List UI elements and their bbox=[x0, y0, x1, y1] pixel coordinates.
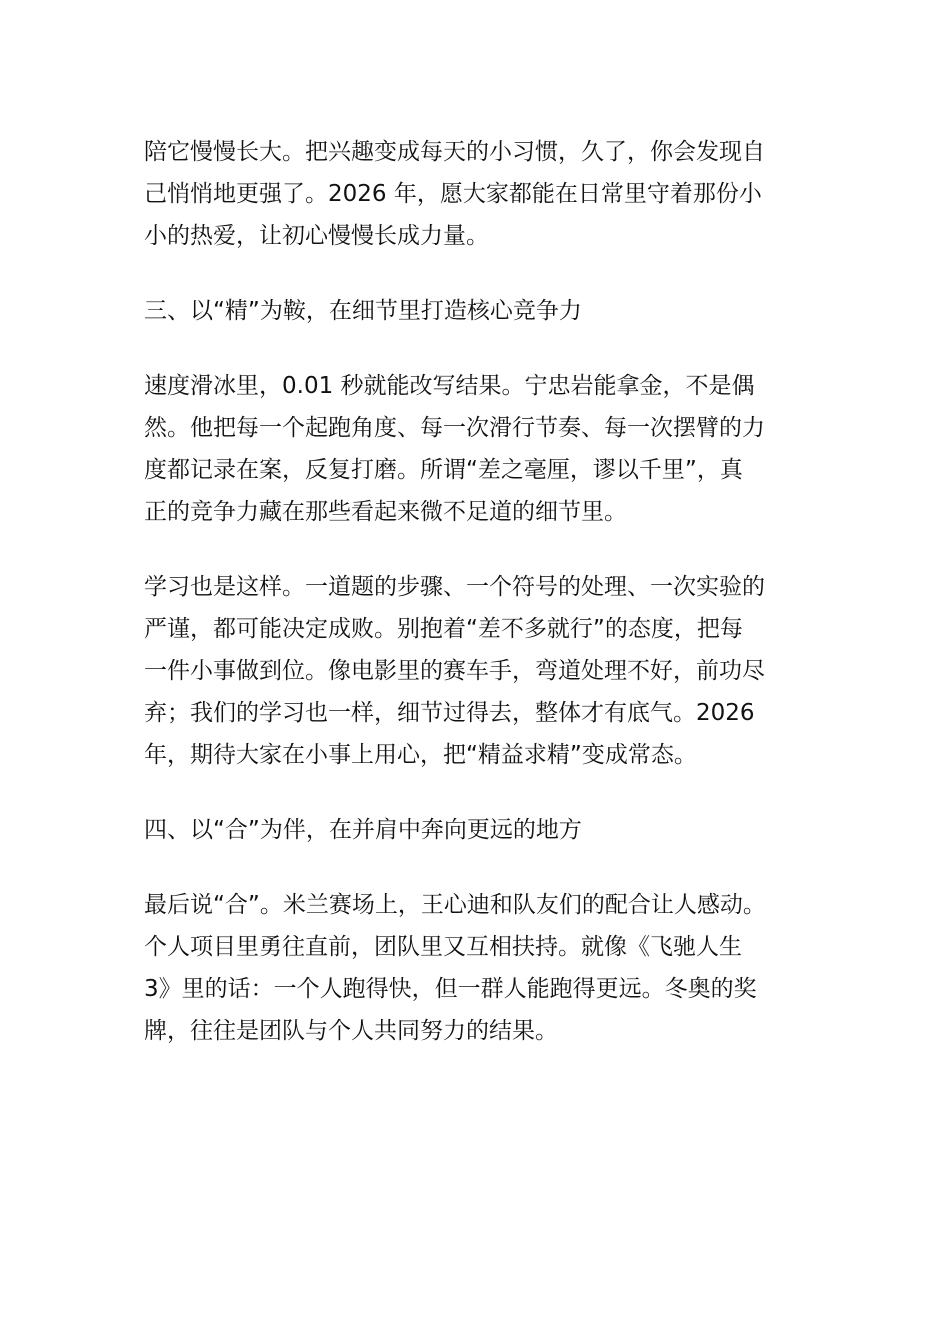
paragraph bbox=[144, 365, 824, 533]
heading-text: 四、以“合”为伴，在并肩中奔向更远的地方 bbox=[144, 817, 582, 843]
section-heading bbox=[144, 809, 824, 851]
text-line: 牌，往往是团队与个人共同努力的结果。 bbox=[144, 1018, 558, 1044]
text-line: 度都记录在案，反复打磨。所谓“差之毫厘，谬以千里”，真 bbox=[144, 457, 743, 483]
paragraph bbox=[144, 566, 824, 776]
text-line: 小的热爱，让初心慢慢长成力量。 bbox=[144, 223, 489, 249]
text-line: 正的竞争力藏在那些看起来微不足道的细节里。 bbox=[144, 499, 627, 525]
text-line: 一件小事做到位。像电影里的赛车手，弯道处理不好，前功尽 bbox=[144, 658, 765, 684]
text-line: 学习也是这样。一道题的步骤、一个符号的处理、一次实验的 bbox=[144, 574, 765, 600]
text-line: 严谨，都可能决定成败。别抱着“差不多就行”的态度，把每 bbox=[144, 616, 743, 642]
text-line: 速度滑冰里，0.01 秒就能改写结果。宁忠岩能拿金，不是偶 bbox=[144, 373, 755, 399]
text-line: 3》里的话：一个人跑得快，但一群人能跑得更远。冬奥的奖 bbox=[144, 976, 757, 1002]
paragraph bbox=[144, 131, 824, 257]
text-line: 己悄悄地更强了。2026 年，愿大家都能在日常里守着那份小 bbox=[144, 181, 762, 207]
text-line: 个人项目里勇往直前，团队里又互相扶持。就像《飞驰人生 bbox=[144, 934, 742, 960]
text-line: 陪它慢慢长大。把兴趣变成每天的小习惯，久了，你会发现自 bbox=[144, 139, 765, 165]
text-line: 弃；我们的学习也一样，细节过得去，整体才有底气。2026 bbox=[144, 700, 755, 726]
text-line: 然。他把每一个起跑角度、每一次滑行节奏、每一次摆臂的力 bbox=[144, 415, 765, 441]
section-heading bbox=[144, 290, 824, 332]
paragraph bbox=[144, 884, 824, 1052]
text-line: 最后说“合”。米兰赛场上，王心迪和队友们的配合让人感动。 bbox=[144, 892, 766, 918]
heading-text: 三、以“精”为鞍，在细节里打造核心竞争力 bbox=[144, 298, 582, 324]
text-line: 年，期待大家在小事上用心，把“精益求精”变成常态。 bbox=[144, 742, 697, 768]
document-body bbox=[144, 131, 824, 1085]
